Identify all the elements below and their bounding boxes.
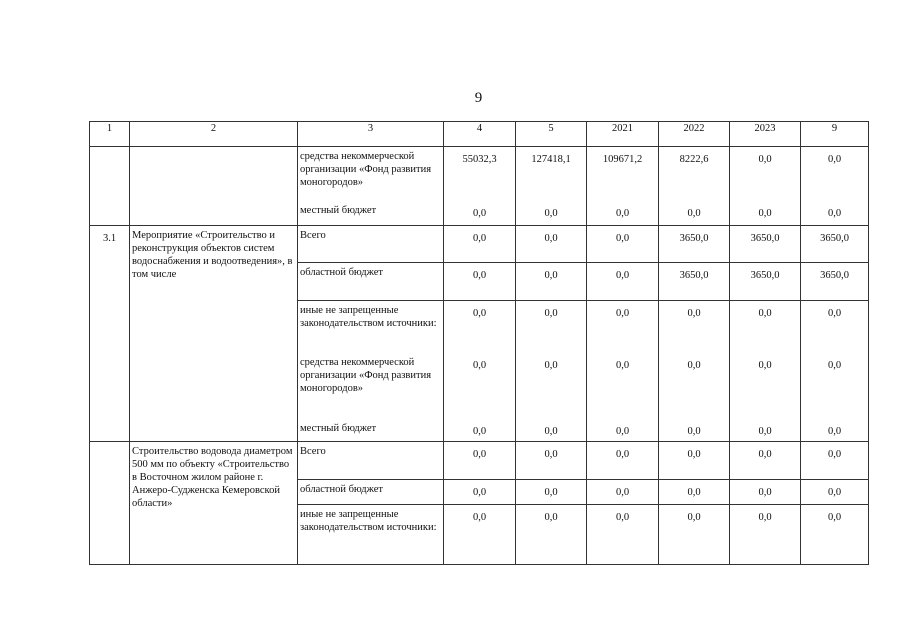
value-cell: 3650,0	[801, 263, 869, 301]
value-cell: 0,0	[730, 301, 801, 353]
title-cell: Строительство водовода диаметром 500 мм по объекту «Строительство в Восточном жилом районе г. Анжеро-Судженска Кемеровской области»	[130, 442, 298, 565]
source-cell: Всего	[298, 226, 444, 263]
value-cell: 0,0	[444, 442, 516, 480]
source-cell: местный бюджет	[298, 201, 444, 226]
value-cell: 0,0	[801, 505, 869, 565]
index-cell	[90, 147, 130, 226]
page-number: 9	[474, 90, 483, 106]
value-cell: 0,0	[587, 201, 659, 226]
value-cell: 0,0	[730, 442, 801, 480]
value-cell: 0,0	[801, 201, 869, 226]
value-cell: 0,0	[516, 226, 587, 263]
value-cell: 3650,0	[730, 226, 801, 263]
value-cell: 0,0	[659, 201, 730, 226]
value-cell: 0,0	[801, 480, 869, 505]
header-row	[90, 122, 869, 147]
header-cell: 1	[90, 122, 130, 147]
value-cell: 0,0	[730, 201, 801, 226]
value-cell: 0,0	[444, 505, 516, 565]
source-cell: средства некоммерческой организации «Фонд развития моногородов»	[298, 147, 444, 201]
value-cell: 0,0	[516, 442, 587, 480]
source-cell: иные не запрещенные законодательством источники:	[298, 301, 444, 353]
value-cell: 3650,0	[659, 263, 730, 301]
value-cell: 0,0	[659, 442, 730, 480]
value-cell: 0,0	[801, 147, 869, 201]
header-cell: 3	[298, 122, 444, 147]
value-cell: 0,0	[587, 442, 659, 480]
source-cell: Всего	[298, 442, 444, 480]
value-cell: 0,0	[801, 442, 869, 480]
source-cell: средства некоммерческой организации «Фонд развития моногородов»	[298, 353, 444, 419]
table-row	[90, 442, 869, 480]
index-cell: 3.1	[90, 226, 130, 442]
value-cell: 0,0	[587, 301, 659, 353]
table-row	[90, 147, 869, 201]
value-cell: 109671,2	[587, 147, 659, 201]
value-cell: 0,0	[801, 301, 869, 353]
value-cell: 0,0	[587, 419, 659, 442]
index-cell	[90, 442, 130, 565]
value-cell: 0,0	[730, 480, 801, 505]
value-cell: 0,0	[444, 201, 516, 226]
value-cell: 0,0	[587, 226, 659, 263]
value-cell: 0,0	[659, 505, 730, 565]
value-cell: 0,0	[444, 226, 516, 263]
value-cell: 0,0	[587, 353, 659, 419]
value-cell: 0,0	[516, 201, 587, 226]
title-cell: Мероприятие «Строительство и реконструкция объектов систем водоснабжения и водоотведения», в том числе	[130, 226, 298, 442]
value-cell: 0,0	[444, 480, 516, 505]
header-cell: 2021	[587, 122, 659, 147]
value-cell: 3650,0	[730, 263, 801, 301]
value-cell: 0,0	[516, 480, 587, 505]
value-cell: 0,0	[587, 505, 659, 565]
value-cell: 55032,3	[444, 147, 516, 201]
value-cell: 3650,0	[801, 226, 869, 263]
budget-table	[89, 121, 869, 565]
header-cell: 2	[130, 122, 298, 147]
table-row	[90, 226, 869, 263]
value-cell: 0,0	[730, 147, 801, 201]
title-cell	[130, 147, 298, 226]
header-cell: 9	[801, 122, 869, 147]
value-cell: 127418,1	[516, 147, 587, 201]
header-cell: 4	[444, 122, 516, 147]
header-cell: 5	[516, 122, 587, 147]
value-cell: 0,0	[730, 353, 801, 419]
value-cell: 0,0	[659, 301, 730, 353]
value-cell: 0,0	[801, 419, 869, 442]
source-cell: иные не запрещенные законодательством источники:	[298, 505, 444, 565]
value-cell: 0,0	[516, 419, 587, 442]
source-cell: областной бюджет	[298, 263, 444, 301]
value-cell: 0,0	[516, 353, 587, 419]
value-cell: 0,0	[659, 480, 730, 505]
value-cell: 0,0	[444, 419, 516, 442]
value-cell: 0,0	[444, 301, 516, 353]
value-cell: 0,0	[730, 505, 801, 565]
value-cell: 0,0	[444, 353, 516, 419]
value-cell: 0,0	[516, 505, 587, 565]
value-cell: 0,0	[659, 419, 730, 442]
source-cell: местный бюджет	[298, 419, 444, 442]
value-cell: 0,0	[730, 419, 801, 442]
value-cell: 0,0	[659, 353, 730, 419]
source-cell: областной бюджет	[298, 480, 444, 505]
value-cell: 0,0	[444, 263, 516, 301]
header-cell: 2022	[659, 122, 730, 147]
value-cell: 0,0	[587, 263, 659, 301]
value-cell: 0,0	[516, 301, 587, 353]
value-cell: 0,0	[516, 263, 587, 301]
value-cell: 0,0	[801, 353, 869, 419]
value-cell: 0,0	[587, 480, 659, 505]
value-cell: 8222,6	[659, 147, 730, 201]
value-cell: 3650,0	[659, 226, 730, 263]
header-cell: 2023	[730, 122, 801, 147]
